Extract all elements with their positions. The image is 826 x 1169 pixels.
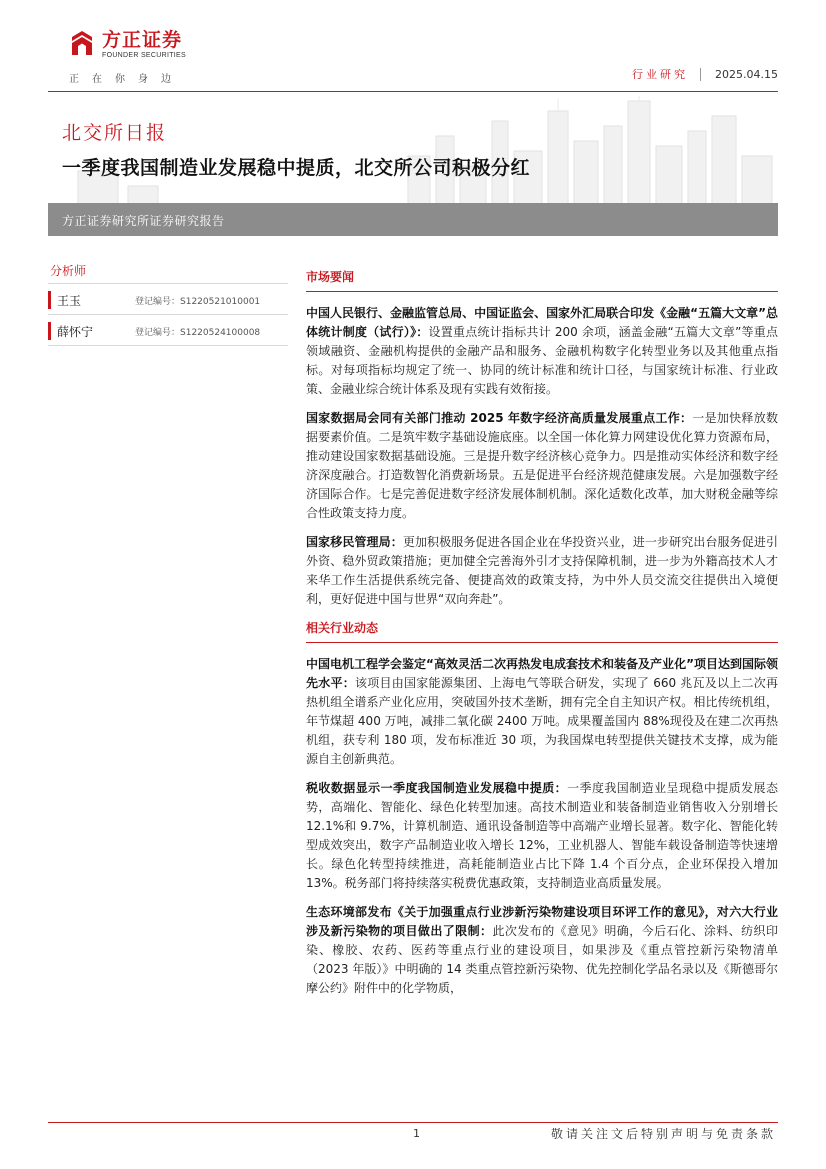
section-heading-industry-news: 相关行业动态 — [306, 621, 379, 635]
footer-rule — [48, 1122, 778, 1123]
news-lead: 生态环境部发布《关于加强重点行业涉新污染物建设项目环评工作的意见》，对六大行业涉及新污染物的项目做出了限制： — [306, 905, 778, 938]
report-date: 2025.04.15 — [715, 67, 778, 81]
news-paragraph — [306, 533, 778, 609]
founder-logo-icon — [68, 29, 96, 59]
analyst-name: 王玉 — [57, 293, 82, 308]
news-lead: 中国电机工程学会鉴定“高效灵活二次再热发电成套技术和装备及产业化”项目达到国际领先水平： — [306, 657, 778, 690]
analyst-divider — [48, 345, 288, 346]
header-meta — [632, 66, 778, 82]
header-divider — [700, 68, 701, 81]
section-heading-market-news: 市场要闻 — [306, 270, 355, 284]
news-body: 更加积极服务促进各国企业在华投资兴业，进一步研究出台服务促进引外资、稳外贸政策措施；更加健全完善海外引才支持保障机制，进一步为外籍高技术人才来华工作生活提供系统完备、便捷高效的政策支持，为中外人员交流交往提供出入境便利，更好促进中国与世界“双向奔赴”。 — [306, 535, 778, 606]
header-rule — [48, 91, 778, 92]
analyst-name: 薛怀宁 — [57, 324, 94, 339]
news-paragraph — [306, 655, 778, 769]
news-lead: 国家移民管理局： — [306, 535, 403, 549]
report-category: 行业研究 — [632, 68, 689, 81]
news-body: 该项目由国家能源集团、上海电气等联合研发，实现了 660 兆瓦及以上二次再热机组全谱系产业化应用，突破国外技术垄断，拥有完全自主知识产权。相比传统机组，年节煤超 400 万吨，减排二氧化碳 2400 万吨。成果覆盖国内 88%现役及在建二次再热机组，获专利 180 项，发布标准近 30 项，为我国煤电转型提供关键技术支撑，成为能源自主创新典范。 — [306, 676, 778, 766]
news-paragraph — [306, 903, 778, 998]
news-body: 设置重点统计指标共计 200 余项，涵盖金融“五篇大文章”等重点领域融资、金融机构提供的金融产品和服务、金融机构数字化转型业务以及其他重点指标。对每项指标均规定了统一、协同的统计标准和统计口径，与国家统计标准、行业政策、金融业综合统计体系及现有实践有效衔接。 — [306, 325, 778, 396]
institute-bar — [48, 203, 778, 236]
brand-name-en: FOUNDER SECURITIES — [102, 51, 186, 59]
section-rule — [306, 642, 778, 643]
analyst-divider — [48, 314, 288, 315]
report-series: 北交所日报 — [62, 122, 168, 144]
news-lead: 中国人民银行、金融监管总局、中国证监会、国家外汇局联合印发《金融“五篇大文章”总体统计制度（试行）》： — [306, 306, 778, 339]
section-rule — [306, 291, 778, 292]
brand-name-cn: 方正证券 — [102, 28, 183, 51]
news-paragraph — [306, 409, 778, 523]
brand-logo — [68, 29, 186, 59]
analyst-registration: 登记编号：S1220521010001 — [135, 296, 261, 307]
analyst-divider — [48, 283, 288, 284]
analyst-marker — [48, 291, 51, 309]
news-body: 此次发布的《意见》明确，今后石化、涂料、纺织印染、橡胶、农药、医药等重点行业的建设项目，如果涉及《重点管控新污染物清单（2023 年版）》中明确的 14 类重点管控新污染物、优先控制化学品名录以及《斯德哥尔摩公约》附件中的化学物质， — [306, 924, 778, 995]
news-lead: 国家数据局会同有关部门推动 2025 年数字经济高质量发展重点工作： — [306, 411, 693, 425]
disclaimer-link[interactable]: 敬请关注文后特别声明与免责条款 — [550, 1127, 776, 1141]
analyst-marker — [48, 322, 51, 340]
news-paragraph — [306, 779, 778, 893]
main-column — [306, 268, 778, 1008]
analyst-registration: 登记编号：S1220524100008 — [135, 327, 261, 338]
analyst-heading: 分析师 — [50, 264, 87, 278]
analyst-row — [48, 289, 288, 311]
news-paragraph — [306, 304, 778, 399]
news-body: 一是加快释放数据要素价值。二是筑牢数字基础设施底座。以全国一体化算力网建设优化算力资源布局，推动建设国家数据基础设施。三是提升数字经济核心竞争力。四是推动实体经济和数字经济深度融合。打造数智化消费新场景。五是促进平台经济规范健康发展。六是加强数字经济国际合作。七是完善促进数字经济发展体制机制。深化适数化改革，加大财税金融等综合性政策支持力度。 — [306, 411, 778, 520]
news-body: 一季度我国制造业呈现稳中提质发展态势，高端化、智能化、绿色化转型加速。高技术制造业和装备制造业销售收入分别增长 12.1%和 9.7%，计算机制造、通讯设备制造等中高端产业增长显著。数字化、智能化转型成效突出，数字产品制造业收入增长 12%，工业机器人、智能车载设备制造等快速增长。绿色化转型持续推进，高耗能制造业占比下降 1.4 个百分点，企业环保投入增加 13%。税务部门将持续落实税费优惠政策，支持制造业高质量发展。 — [306, 781, 778, 890]
news-lead: 税收数据显示一季度我国制造业发展稳中提质： — [306, 781, 568, 795]
page-number: 1 — [413, 1127, 420, 1140]
analyst-row — [48, 320, 288, 342]
report-title: 一季度我国制造业发展稳中提质，北交所公司积极分红 — [62, 157, 531, 179]
slogan: 正在你身边 — [69, 74, 184, 85]
institute-label: 方正证券研究所证券研究报告 — [62, 214, 225, 228]
